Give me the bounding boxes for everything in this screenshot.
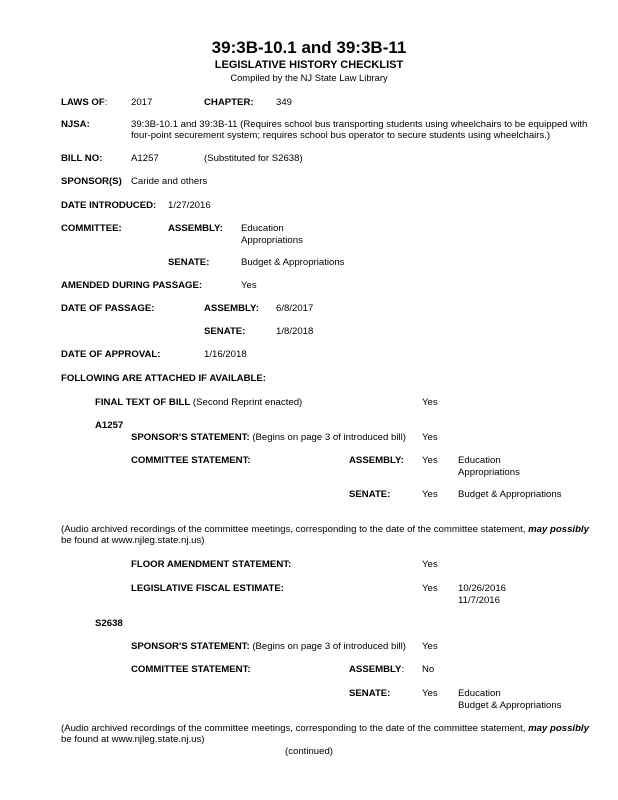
passage-senate-value: 1/8/2018 xyxy=(276,326,314,337)
sponsors-value: Caride and others xyxy=(131,176,208,187)
final-text-row: FINAL TEXT OF BILL (Second Reprint enacted) xyxy=(95,397,303,408)
laws-of-label: LAWS OF: xyxy=(61,97,108,108)
fiscal-estimate-date-2: 11/7/2016 xyxy=(458,595,500,606)
compiled-by: Compiled by the NJ State Law Library xyxy=(230,72,388,83)
s2638-senate-committee-2: Budget & Appropriations xyxy=(458,700,562,711)
committee-assembly-2: Appropriations xyxy=(241,235,303,246)
final-text-value: Yes xyxy=(422,397,438,408)
chapter-value: 349 xyxy=(276,97,293,108)
s2638-assembly-value: No xyxy=(422,664,435,675)
passage-senate-label: SENATE: xyxy=(204,326,246,337)
committee-assembly-1: Education xyxy=(241,223,284,234)
bill-no-value: A1257 xyxy=(131,153,159,164)
fiscal-estimate-date-1: 10/26/2016 xyxy=(458,583,507,594)
amended-label: AMENDED DURING PASSAGE: xyxy=(61,280,203,291)
a1257-sponsor-row: SPONSOR'S STATEMENT: (Begins on page 3 of introduced bill) xyxy=(131,432,406,443)
attached-heading: FOLLOWING ARE ATTACHED IF AVAILABLE: xyxy=(61,373,266,384)
laws-of-year: 2017 xyxy=(131,97,153,108)
committee-senate-value: Budget & Appropriations xyxy=(241,257,345,268)
s2638-bill-label: S2638 xyxy=(95,618,123,629)
a1257-bill-label: A1257 xyxy=(95,420,124,431)
s2638-sponsor-value: Yes xyxy=(422,641,438,652)
a1257-assembly-committee-1: Education xyxy=(458,455,501,466)
continued-note: (continued) xyxy=(285,746,333,757)
committee-assembly-label: ASSEMBLY: xyxy=(168,223,223,234)
bill-substituted-note: (Substituted for S2638) xyxy=(204,153,303,164)
a1257-audio-line-2: be found at www.njleg.state.nj.us) xyxy=(61,535,205,546)
date-introduced-value: 1/27/2016 xyxy=(168,200,211,211)
njsa-label: NJSA: xyxy=(61,119,90,130)
njsa-line-2: four-point securement system; requires school bus operator to secure students using wheelchairs.) xyxy=(131,130,551,141)
approval-value: 1/16/2018 xyxy=(204,349,247,360)
approval-label: DATE OF APPROVAL: xyxy=(61,349,161,360)
passage-label: DATE OF PASSAGE: xyxy=(61,303,155,314)
a1257-audio-line-1: (Audio archived recordings of the committee meetings, corresponding to the date of the committee statement, may possibly xyxy=(61,524,589,535)
bill-no-label: BILL NO: xyxy=(61,153,103,164)
committee-label: COMMITTEE: xyxy=(61,223,122,234)
a1257-assembly-committee-2: Appropriations xyxy=(458,467,520,478)
amended-value: Yes xyxy=(241,280,257,291)
s2638-senate-value: Yes xyxy=(422,688,438,699)
floor-amendment-value: Yes xyxy=(422,559,438,570)
passage-assembly-label: ASSEMBLY: xyxy=(204,303,259,314)
s2638-assembly-label: ASSEMBLY: xyxy=(349,664,405,675)
njsa-line-1: 39:3B-10.1 and 39:3B-11 (Requires school bus transporting students using wheelchairs to be equipped with xyxy=(131,119,588,130)
a1257-committee-label: COMMITTEE STATEMENT: xyxy=(131,455,251,466)
s2638-senate-label: SENATE: xyxy=(349,688,391,699)
page-title: 39:3B-10.1 and 39:3B-11 xyxy=(211,38,407,57)
s2638-audio-line-1: (Audio archived recordings of the committee meetings, corresponding to the date of the committee statement, may possibly xyxy=(61,723,589,734)
page-subtitle: LEGISLATIVE HISTORY CHECKLIST xyxy=(214,59,404,71)
s2638-senate-committee-1: Education xyxy=(458,688,501,699)
a1257-senate-value: Yes xyxy=(422,489,438,500)
sponsors-label: SPONSOR(S) xyxy=(61,176,122,187)
a1257-senate-label: SENATE: xyxy=(349,489,391,500)
date-introduced-label: DATE INTRODUCED: xyxy=(61,200,157,211)
passage-assembly-value: 6/8/2017 xyxy=(276,303,314,314)
fiscal-estimate-value: Yes xyxy=(422,583,438,594)
chapter-label: CHAPTER: xyxy=(204,97,254,108)
a1257-assembly-value: Yes xyxy=(422,455,438,466)
a1257-sponsor-value: Yes xyxy=(422,432,438,443)
s2638-sponsor-row: SPONSOR'S STATEMENT: (Begins on page 3 of introduced bill) xyxy=(131,641,406,652)
committee-senate-label: SENATE: xyxy=(168,257,210,268)
s2638-audio-line-2: be found at www.njleg.state.nj.us) xyxy=(61,734,205,745)
fiscal-estimate-label: LEGISLATIVE FISCAL ESTIMATE: xyxy=(131,583,284,594)
s2638-committee-label: COMMITTEE STATEMENT: xyxy=(131,664,251,675)
a1257-senate-committee: Budget & Appropriations xyxy=(458,489,562,500)
a1257-assembly-label: ASSEMBLY: xyxy=(349,455,404,466)
floor-amendment-label: FLOOR AMENDMENT STATEMENT: xyxy=(131,559,292,570)
